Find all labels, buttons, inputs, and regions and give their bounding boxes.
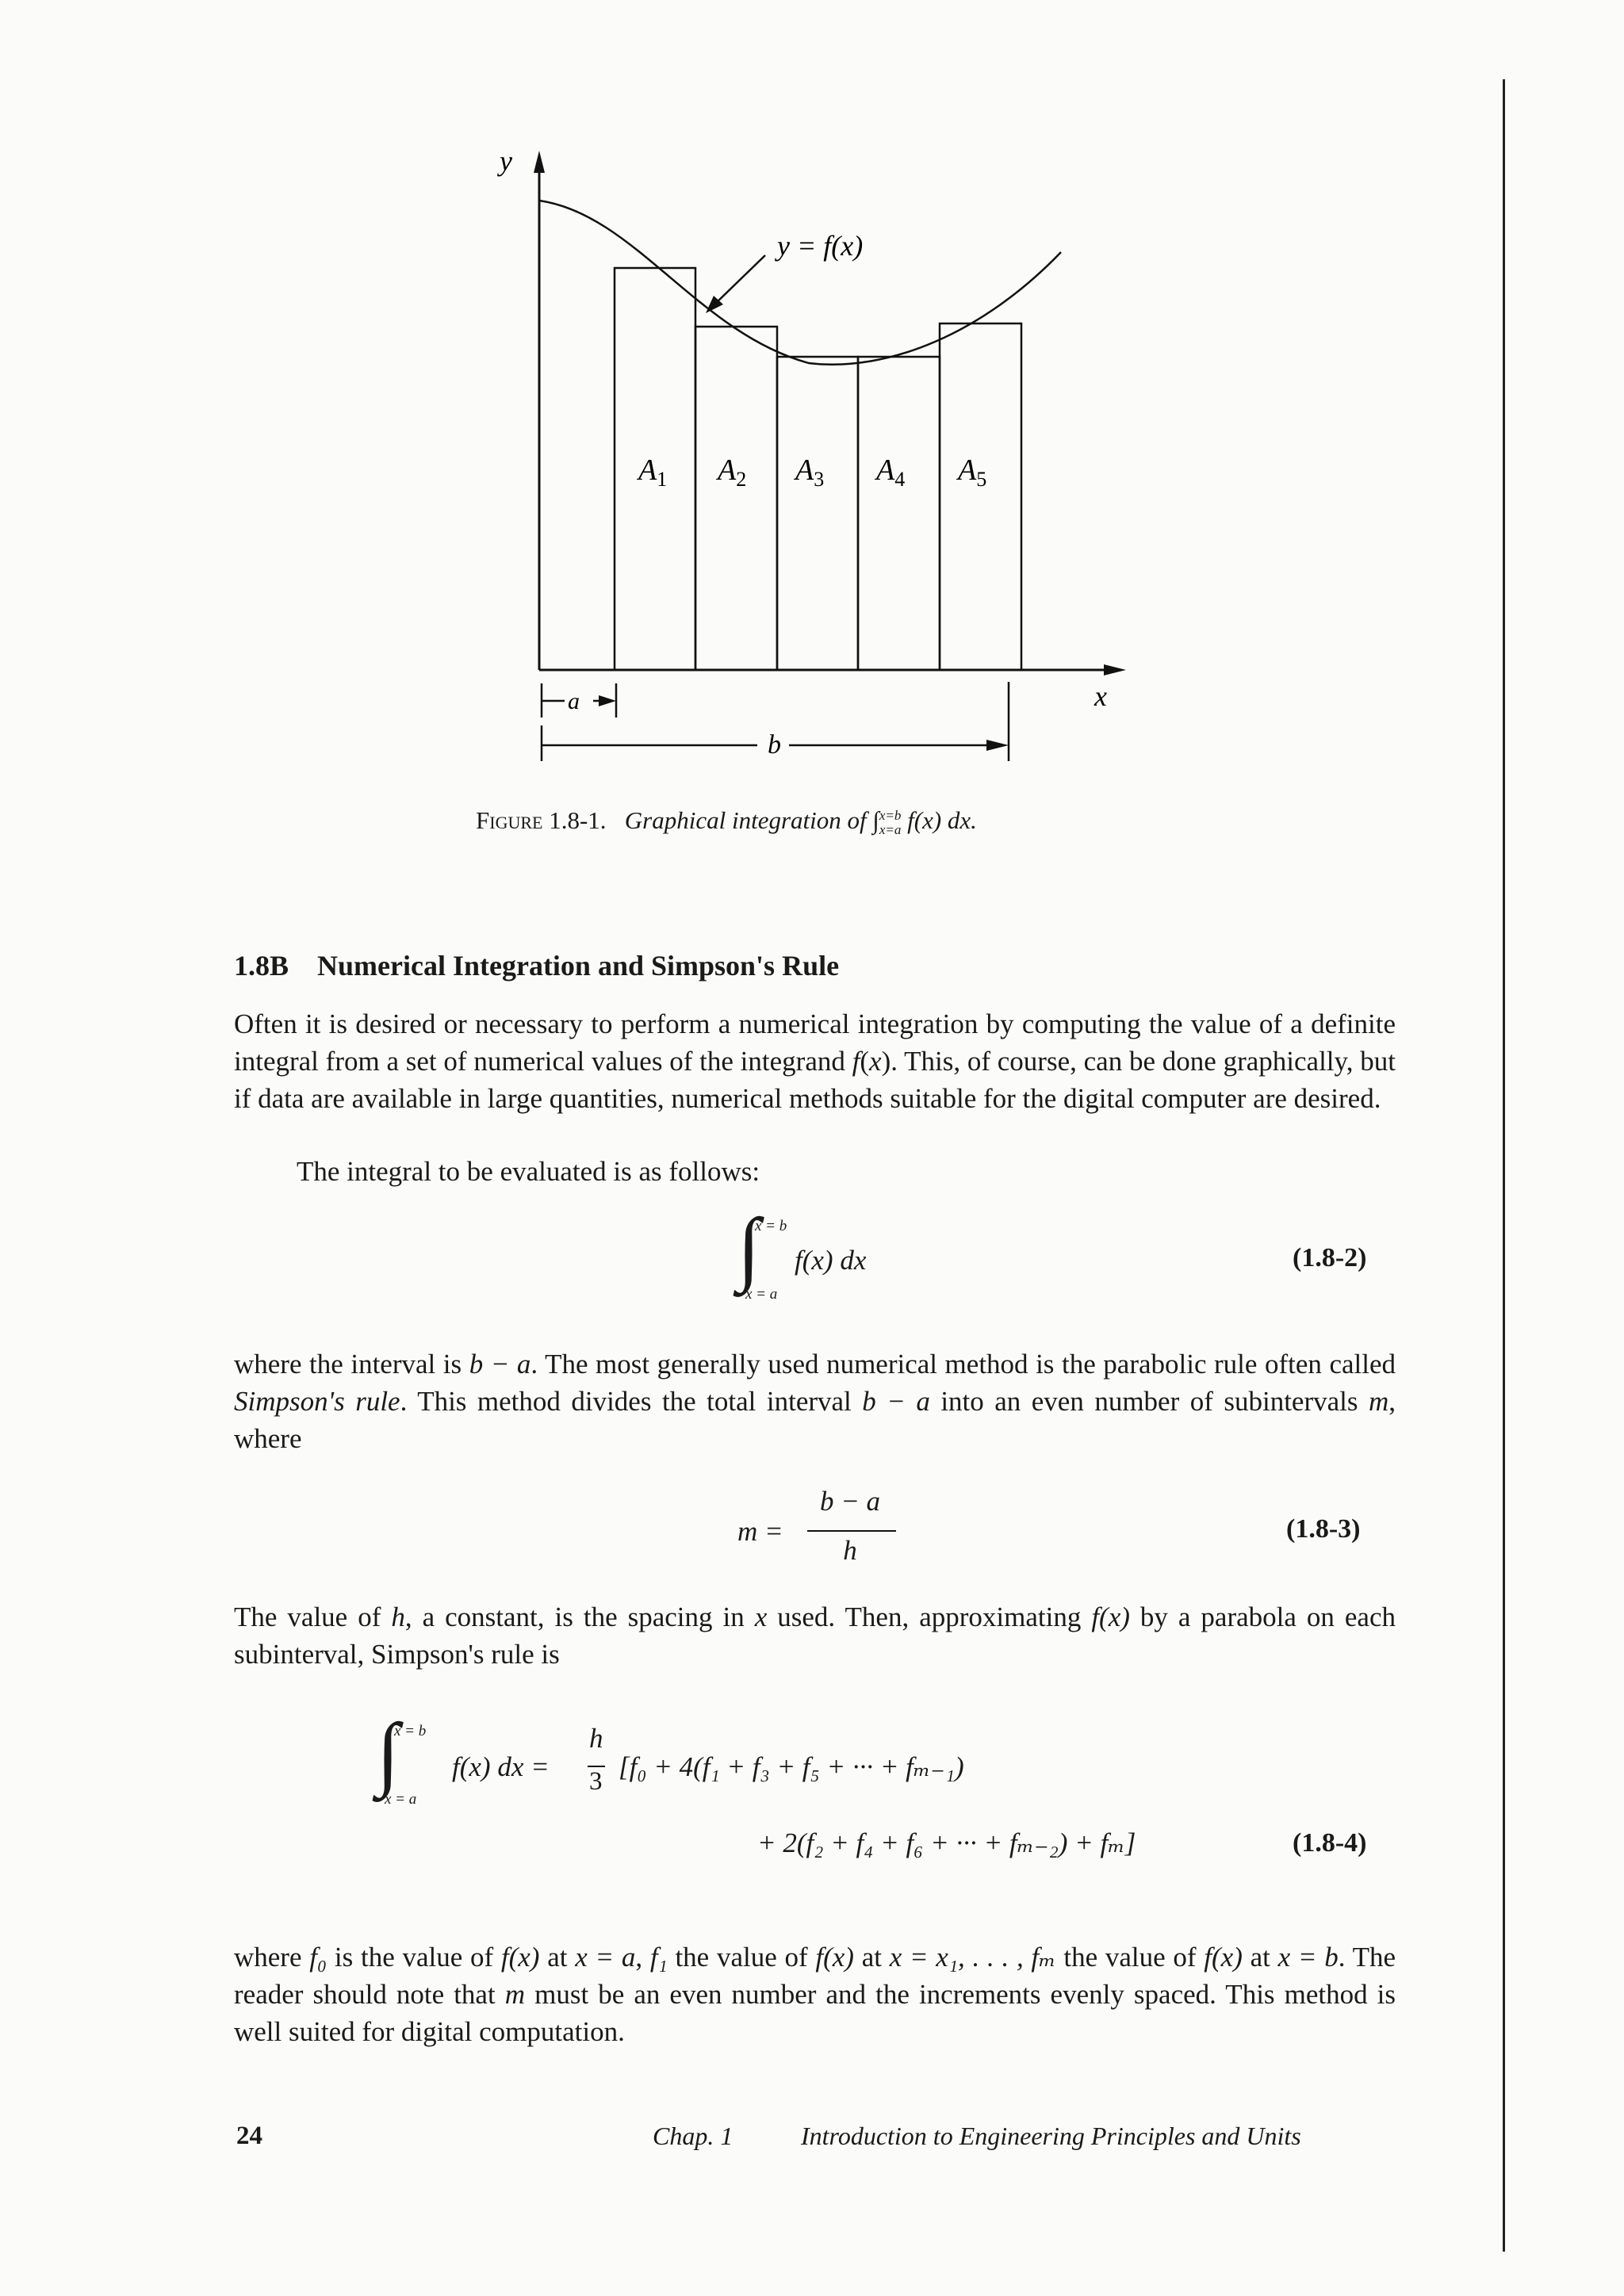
para5-fx-1: f(x) [500,1942,540,1973]
eq2-upper: x = b [755,1218,787,1234]
area-label-1: $A_1$ [638,453,668,491]
caption-upper: x=b [879,807,902,823]
para3-ba-1: b − a [469,1349,531,1380]
equation-1-8-2 [737,1202,1055,1308]
para3-rule: Simpson's rule [234,1386,400,1417]
para5-text-8: at [1242,1942,1278,1973]
para3-text-3: . This method divides the total interval [400,1386,863,1417]
para3-text-1: where the interval is [234,1349,469,1380]
y-axis-arrow [534,151,545,173]
para5-text-6: at [853,1942,890,1973]
para5-f1: f₁ [649,1942,668,1973]
para3-m: m [1368,1386,1389,1417]
para5-fx-3: f(x) [1204,1942,1243,1973]
equation-1-8-3 [737,1486,975,1570]
para5-x-b: x = b [1277,1942,1339,1973]
x-axis-label: x [1094,680,1107,712]
para5-text-1: where [234,1942,310,1973]
eq3-lhs: m = [737,1516,783,1547]
para3-ba-2: b − a [862,1386,930,1417]
curve-label: y = f(x) [777,230,864,262]
para1-f: f [852,1046,860,1077]
strip-rect-5 [940,323,1021,670]
para4-text-3: used. Then, approximating [767,1601,1092,1632]
paragraph-1 [234,1005,1396,1117]
x-axis-arrow [1104,664,1126,675]
eq2-integral: ∫ [737,1202,760,1293]
eq3-numerator: b − a [819,1486,881,1517]
para4-text-1: The value of [234,1601,392,1632]
para5-text-4: , [635,1942,650,1973]
eq4-lower: x = a [385,1791,417,1808]
curve-f-x [539,201,1061,365]
para4-text-2: , a constant, is the spacing in [404,1601,755,1632]
eq3-fraction-bar [807,1530,896,1532]
strip-rect-4 [858,357,940,670]
area-label-3: $A_3$ [795,453,825,491]
para1-text-2: ( [860,1046,870,1077]
figure-caption [476,806,977,837]
eq4-frac-den: 3 [589,1767,603,1796]
footer-chapter-title: Introduction to Engineering Principles and Units [801,2122,1301,2150]
a-label: a [568,688,580,714]
eq4-frac-num: h [589,1723,603,1754]
para4-fx: f(x) [1091,1601,1130,1632]
para5-text-9: . The reader should note that [234,1942,1396,2010]
section-number: 1.8B [234,950,289,982]
figure-graph [476,135,1126,785]
caption-text: Graphical integration of [624,806,867,834]
para3-text-2: . The most generally used numerical method is the parabolic rule often called [530,1349,1396,1380]
curve-label-arrow [714,255,765,305]
para1-text-1: Often it is desired or necessary to perform a numerical integration by computing the value of a definite integral from a set of numerical values of the integrand [234,1008,1396,1077]
eq4-lhs: f(x) dx = [452,1751,550,1782]
page-number: 24 [236,2122,262,2150]
para4-text-4: by a parabola on each subinterval, Simpson's rule is [234,1601,1396,1670]
para5-m: m [504,1979,526,2010]
caption-integral: ∫ [872,806,879,834]
para5-text-3: at [539,1942,576,1973]
eq2-number: (1.8-2) [1293,1243,1367,1272]
caption-lower: x=a [879,821,902,837]
strip-rect-2 [695,327,777,670]
y-axis-label: y [500,145,512,177]
caption-prefix: Figure 1.8-1. [476,806,607,834]
eq3-number: (1.8-3) [1286,1514,1361,1544]
eq4-line2: + 2(f₂ + f₄ + f₆ + ··· + fₘ₋₂) + fₘ] [757,1827,1136,1858]
section-heading [234,949,839,982]
paragraph-3 [234,1345,1396,1457]
para5-f0: f₀ [309,1942,327,1973]
area-label-2: $A_2$ [718,453,747,491]
eq3-denominator: h [843,1535,857,1566]
area-label-4: $A_4$ [876,453,906,491]
area-label-5: $A_5$ [958,453,987,491]
section-title: Numerical Integration and Simpson's Rule [317,950,840,982]
para3-text-5: , where [234,1386,1396,1454]
para1-x: x [869,1046,882,1077]
para5-x-a: x = a [575,1942,636,1973]
eq4-number: (1.8-4) [1293,1828,1367,1858]
para5-x1: x = x₁, . . . , fₘ [889,1942,1056,1973]
eq2-body: f(x) dx [795,1245,867,1276]
eq4-upper: x = b [394,1723,427,1739]
a-dim-arrowhead [599,695,616,706]
b-dim-arrowhead [986,740,1009,751]
para4-h: h [391,1601,405,1632]
eq2-lower: x = a [745,1286,778,1303]
para3-text-4: into an even number of subintervals [929,1386,1369,1417]
paragraph-4 [234,1598,1396,1673]
para5-text-10: must be an even number and the increments evenly spaced. This method is well suited for digital computation. [234,1979,1396,2047]
eq4-integral: ∫ [377,1707,400,1798]
eq4-line1: [f₀ + 4(f₁ + f₃ + f₅ + ··· + fₘ₋₁) [619,1751,964,1782]
para5-text-5: the value of [667,1942,816,1973]
equation-1-8-4 [377,1707,1408,1899]
paragraph-5 [234,1938,1396,2050]
strip-rect-3 [777,357,858,670]
b-label: b [768,730,781,760]
para5-text-2: is the value of [327,1942,501,1973]
para5-fx-2: f(x) [815,1942,854,1973]
caption-tail: f(x) dx. [907,806,977,834]
footer-chapter: Chap. 1 [653,2122,733,2150]
para1-text-3: ). This, of course, can be done graphically, but if data are available in large quantities, numerical methods suitable for the digital computer are desired. [234,1046,1396,1114]
para5-text-7: the value of [1055,1942,1205,1973]
page-edge-line [1503,79,1505,2252]
para4-x: x [754,1601,768,1632]
paragraph-2: The integral to be evaluated is as follows: [297,1156,760,1187]
